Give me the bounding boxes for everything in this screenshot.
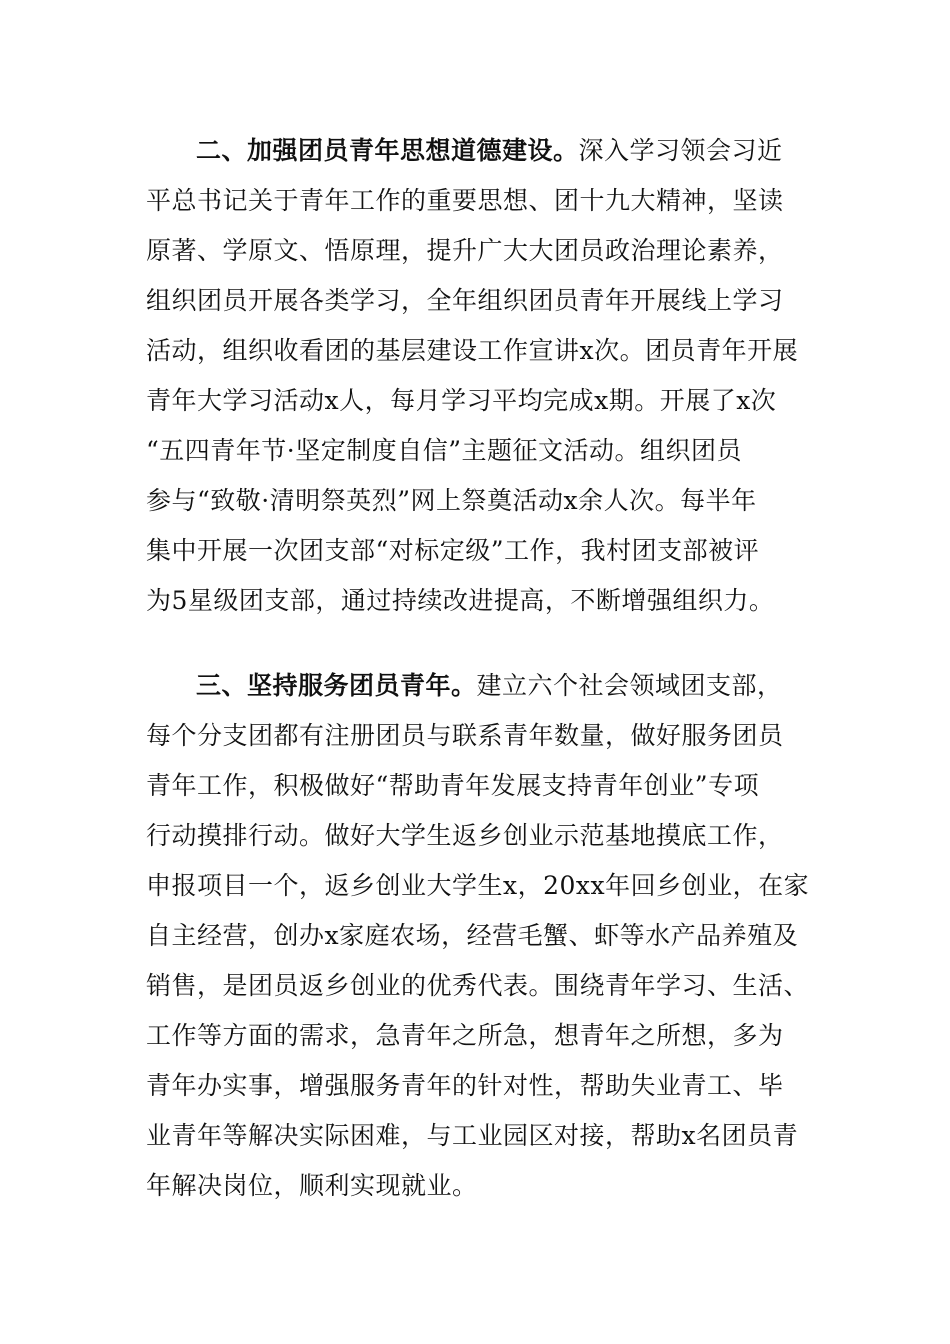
body-line: 申报项目一个，返乡创业大学生x，20xx年回乡创业，在家 [146,871,810,900]
body-line: 青年大学习活动x人，每月学习平均完成x期。开展了x次 [146,386,777,415]
body-line: 青年工作，积极做好“帮助青年发展支持青年创业”专项 [146,771,760,800]
body-line: 活动，组织收看团的基层建设工作宣讲x次。团员青年开展 [146,336,799,365]
body-line: 每个分支团都有注册团员与联系青年数量，做好服务团员 [146,721,784,750]
body-line: 参与“致敬·清明祭英烈”网上祭奠活动x余人次。每半年 [146,486,757,515]
body-line: 业青年等解决实际困难，与工业园区对接，帮助x名团员青 [146,1121,799,1150]
body-line: 组织团员开展各类学习，全年组织团员青年开展线上学习 [146,286,784,315]
body-line: 平总书记关于青年工作的重要思想、团十九大精神，坚读 [146,186,784,215]
body-line: 工作等方面的需求，急青年之所急，想青年之所想，多为 [146,1021,784,1050]
body-line: 原著、学原文、悟原理，提升广大大团员政治理论素养， [146,236,784,265]
body-text: 建立六个社会领域团支部， [476,671,783,700]
paragraph-first-line [196,666,783,706]
body-line: “五四青年节·坚定制度自信”主题征文活动。组织团员 [146,436,743,465]
section-heading: 三、坚持服务团员青年。 [196,671,477,700]
body-line: 行动摸排行动。做好大学生返乡创业示范基地摸底工作， [146,821,784,850]
body-line: 年解决岗位，顺利实现就业。 [146,1171,478,1200]
body-line: 集中开展一次团支部“对标定级”工作，我村团支部被评 [146,536,760,565]
body-line: 为5星级团支部，通过持续改进提高，不断增强组织力。 [146,586,775,615]
paragraph-first-line [196,131,783,171]
body-line: 自主经营，创办x家庭农场，经营毛蟹、虾等水产品养殖及 [146,921,799,950]
body-text: 深入学习领会习近 [578,136,783,165]
body-line: 青年办实事，增强服务青年的针对性，帮助失业青工、毕 [146,1071,784,1100]
body-line: 销售，是团员返乡创业的优秀代表。围绕青年学习、生活、 [146,971,810,1000]
section-heading: 二、加强团员青年思想道德建设。 [196,136,579,165]
